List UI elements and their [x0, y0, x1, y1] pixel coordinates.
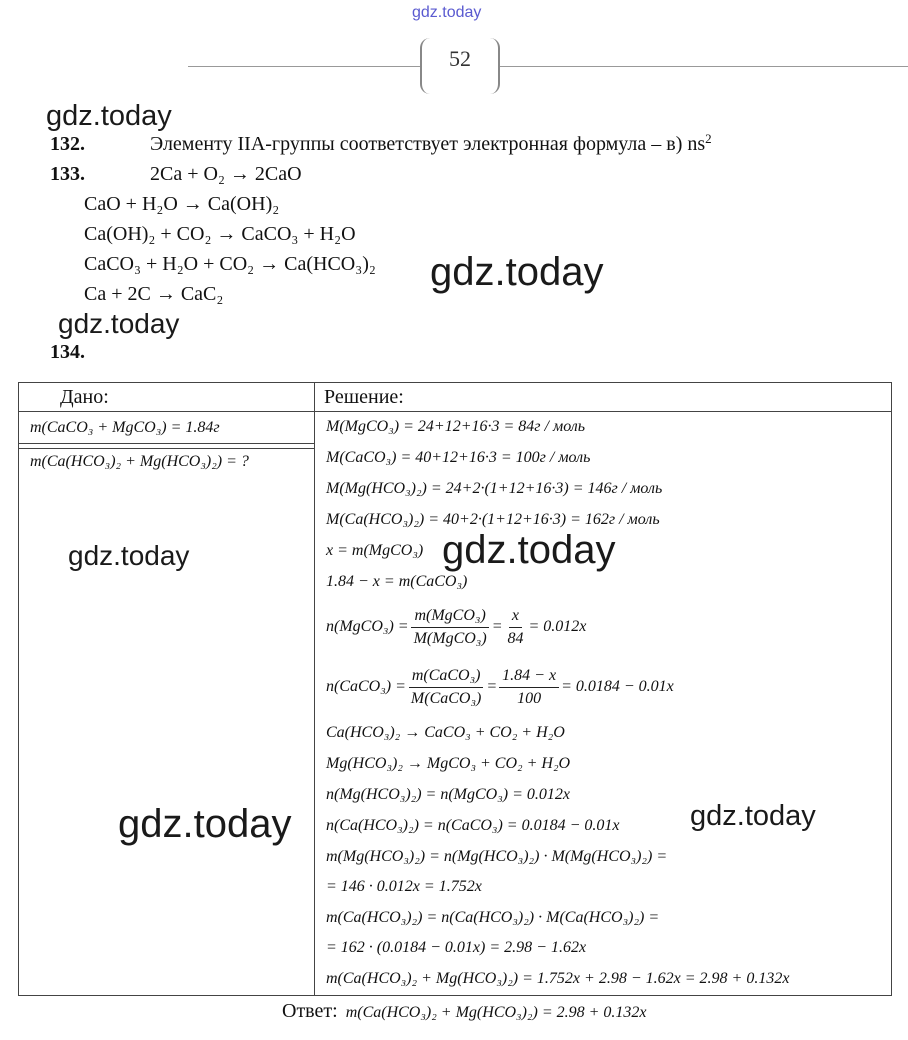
table-header-divider	[18, 411, 892, 412]
answer-value: m(Ca(HCO₃)₂ + Mg(HCO₃)₂) = 2.98 + 0.132x	[345, 1004, 647, 1021]
solution-line: m(Mg(HCO₃)₂) = n(Mg(HCO₃)₂) · M(Mg(HCO₃)₂) =	[326, 848, 668, 865]
given-divider-2	[18, 448, 314, 449]
problem-132-number: 132.	[50, 133, 85, 155]
site-watermark: gdz.today	[412, 4, 482, 21]
solution-line: = 146 · 0.012x = 1.752x	[326, 878, 482, 895]
given-header: Дано:	[60, 386, 109, 408]
page-number: 52	[449, 46, 471, 71]
solution-line: Mg(HCO₃)₂ → MgCO₃ + CO₂ + H₂O	[326, 755, 571, 772]
fraction	[504, 605, 526, 650]
problem-133-eq2: CaO + H₂O → Ca(OH)₂	[84, 193, 280, 215]
solution-line: 1.84 − x = m(CaCO₃)	[326, 573, 468, 590]
fraction-denominator: 84	[507, 629, 524, 647]
solution-line: M(MgCO₃) = 24+12+16·3 = 84г / моль	[326, 418, 586, 435]
answer-line	[282, 1000, 647, 1023]
fraction-denominator: M(CaCO₃)	[410, 689, 482, 707]
header-rule-right	[500, 66, 908, 67]
problem-133-number: 133.	[50, 163, 85, 185]
fraction-numerator: 1.84 − x	[499, 665, 559, 688]
problem-132-answer: Элементу IIA-группы соответствует электронная формула – в) ns	[150, 133, 706, 155]
solution-line: n(Mg(HCO₃)₂) = n(MgCO₃) = 0.012x	[326, 786, 571, 803]
watermark: gdz.today	[442, 528, 616, 572]
solution-line: M(CaCO₃) = 40+12+16·3 = 100г / моль	[326, 449, 591, 466]
solution-fraction-line	[326, 602, 586, 652]
header-rule-left	[188, 66, 420, 67]
watermark: gdz.today	[58, 308, 180, 339]
problem-133-eq3: Ca(OH)₂ + CO₂ → CaCO₃ + H₂O	[84, 223, 356, 245]
fraction	[411, 605, 490, 650]
table-column-divider	[314, 382, 315, 996]
solution-line: m(Ca(HCO₃)₂ + Mg(HCO₃)₂) = 1.752x + 2.98 − 1.62x = 2.98 + 0.132x	[326, 970, 790, 987]
solution-line: m(Ca(HCO₃)₂) = n(Ca(HCO₃)₂) · M(Ca(HCO₃)₂) =	[326, 909, 660, 926]
problem-134-number: 134.	[50, 341, 85, 363]
solution-line: x = m(MgCO₃)	[326, 542, 424, 559]
solution-fraction-line	[326, 662, 674, 712]
solution-line: n(Ca(HCO₃)₂) = n(CaCO₃) = 0.0184 − 0.01x	[326, 817, 620, 834]
solution-line: Ca(HCO₃)₂ → CaCO₃ + CO₂ + H₂O	[326, 724, 565, 741]
problem-133-eq5: Ca + 2C → CaC₂	[84, 283, 224, 305]
watermark: gdz.today	[690, 800, 816, 832]
watermark: gdz.today	[68, 540, 190, 571]
problem-132-superscript: 2	[705, 130, 712, 146]
watermark: gdz.today	[118, 802, 292, 846]
solution-line: M(Mg(HCO₃)₂) = 24+2·(1+12+16·3) = 146г / моль	[326, 480, 663, 497]
watermark: gdz.today	[46, 100, 172, 132]
fraction-rhs: = 0.0184 − 0.01x	[561, 678, 674, 695]
watermark: gdz.today	[430, 250, 604, 294]
fraction-numerator: x	[509, 605, 522, 628]
fraction-lhs: n(MgCO₃) =	[326, 618, 409, 635]
fraction-denominator: 100	[517, 689, 542, 707]
problem-133-eq4: CaCO₃ + H₂O + CO₂ → Ca(HCO₃)₂	[84, 253, 376, 275]
solution-line: M(Ca(HCO₃)₂) = 40+2·(1+12+16·3) = 162г / моль	[326, 511, 660, 528]
solution-header: Решение:	[324, 386, 404, 408]
fraction-numerator: m(CaCO₃)	[409, 665, 484, 688]
fraction	[499, 665, 559, 710]
given-mass: m(CaCO₃ + MgCO₃) = 1.84г	[30, 419, 220, 436]
equals-sign: =	[486, 678, 498, 695]
fraction-lhs: n(CaCO₃) =	[326, 678, 406, 695]
problem-133-eq1: 2Ca + O₂ → 2CaO	[150, 163, 302, 185]
problem-132-text	[150, 130, 712, 156]
fraction-denominator: M(MgCO₃)	[413, 629, 487, 647]
fraction-rhs: = 0.012x	[528, 618, 587, 635]
given-unknown: m(Ca(HCO₃)₂ + Mg(HCO₃)₂) = ?	[30, 453, 249, 470]
equals-sign: =	[491, 618, 503, 635]
fraction-numerator: m(MgCO₃)	[411, 605, 488, 628]
given-divider-1	[18, 443, 314, 444]
solution-line: = 162 · (0.0184 − 0.01x) = 2.98 − 1.62x	[326, 939, 587, 956]
answer-label: Ответ:	[282, 1000, 338, 1022]
fraction	[408, 665, 484, 710]
